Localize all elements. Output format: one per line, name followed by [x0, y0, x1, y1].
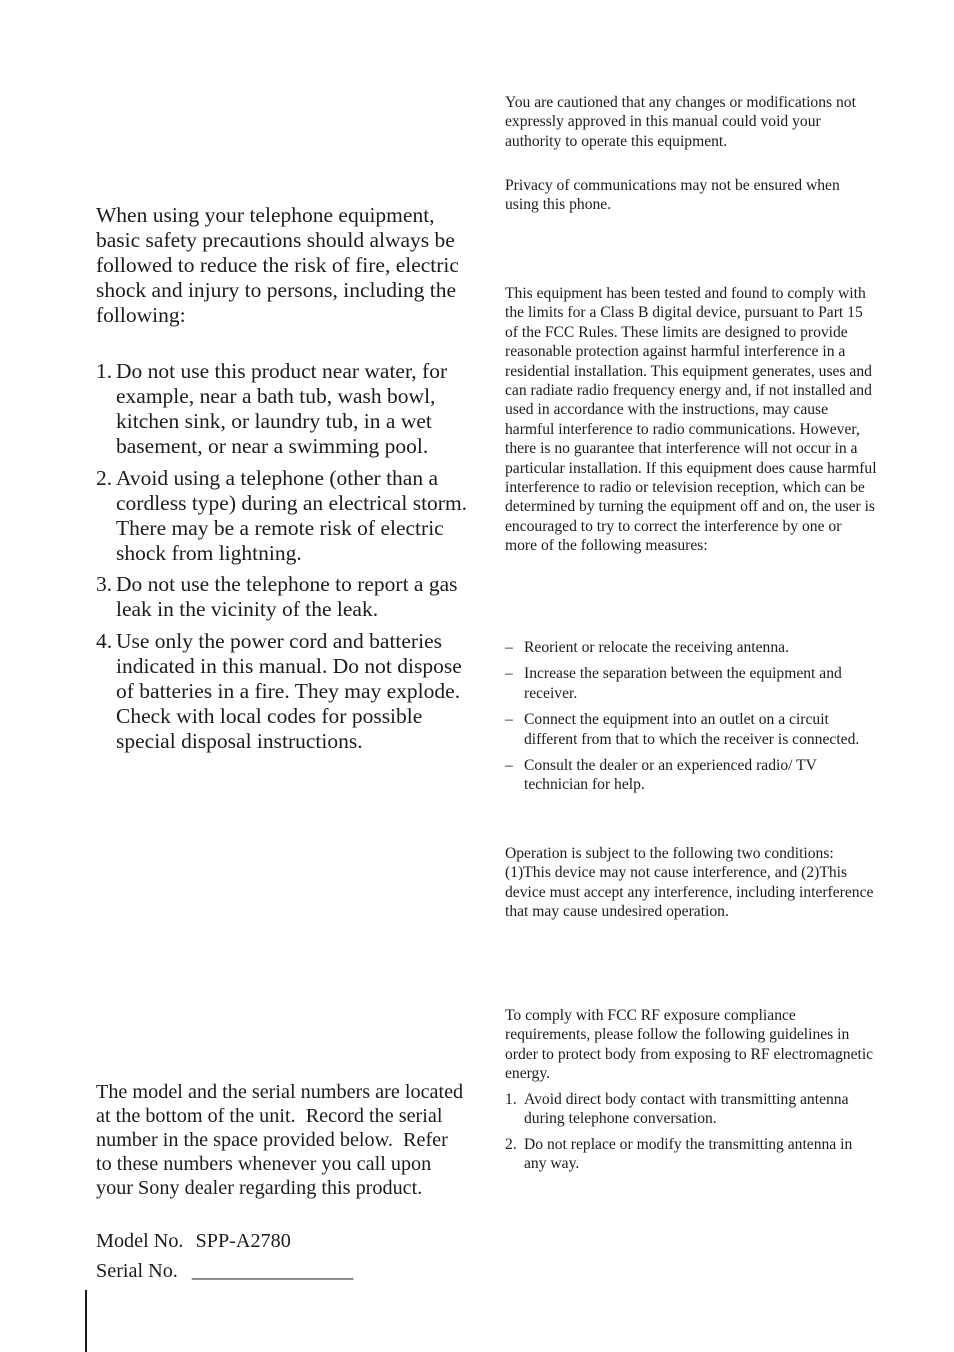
list-item: [96, 629, 468, 754]
page-margin-rule: [85, 1290, 87, 1352]
model-number-line: [96, 1229, 468, 1253]
model-number-label: Model No.: [96, 1230, 184, 1252]
list-item-number: 3.: [96, 572, 113, 596]
list-item-text: Avoid direct body contact with transmitting antenna during telephone conversation.: [524, 1091, 849, 1128]
list-item-text: Reorient or relocate the receiving antenna.: [524, 639, 789, 656]
list-item: [505, 710, 877, 749]
list-item: [96, 572, 468, 622]
list-item-text: Connect the equipment into an outlet on a circuit different from that to which the receiver is connected.: [524, 711, 860, 748]
operation-conditions-paragraph: Operation is subject to the following two conditions: (1)This device may not cause interference, and (2)This device must accept any interference, including interference that may cause undesired operation.: [505, 845, 874, 921]
list-item-number: 2.: [96, 465, 113, 490]
list-item-text: Do not replace or modify the transmitting antenna in any way.: [524, 1135, 853, 1173]
safety-intro-paragraph: When using your telephone equipment, basic safety precautions should always be followed to reduce the risk of fire, electric shock and injury to persons, including the following:: [96, 203, 459, 327]
list-item-text: Increase the separation between the equipment and receiver.: [524, 665, 842, 702]
serial-number-blank: ________________: [191, 1260, 354, 1282]
list-item-text: Avoid using a telephone (other than a cordless type) during an electrical storm. There may be a remote risk of electric shock from lightning.: [116, 465, 478, 565]
serial-number-line: [96, 1259, 468, 1283]
serial-number-paragraph: The model and the serial numbers are located at the bottom of the unit. Record the serial number in the space provided below. Refer to these numbers whenever you call upon your Sony dealer regarding this product.: [96, 1081, 469, 1200]
list-item-number: 1.: [505, 1091, 517, 1108]
dash-bullet: –: [505, 639, 513, 656]
list-item-number: 1.: [96, 359, 113, 383]
list-item-number: 4.: [96, 628, 113, 653]
dash-bullet: –: [505, 757, 513, 775]
dash-bullet: –: [505, 711, 513, 729]
list-item-number: 2.: [505, 1135, 517, 1153]
serial-number-label: Serial No.: [96, 1260, 178, 1282]
list-item: [96, 465, 478, 566]
list-item-text: Do not use the telephone to report a gas leak in the vicinity of the leak.: [116, 572, 463, 621]
rf-guidelines-list: [505, 1090, 877, 1180]
list-item: [505, 756, 877, 795]
list-item: [505, 638, 877, 657]
fcc-compliance-paragraph: This equipment has been tested and found to comply with the limits for a Class B digital device, pursuant to Part 15 of the FCC Rules. These limits are designed to provide reasonable protection against harmful interference in a residential installation. This equipment generates, uses and can radiate radio frequency energy and, if not installed and used in accordance with the instructions, may cause harmful interference to radio communications. However, there is no guarantee that interference will not occur in a particular installation. If this equipment does cause harmful interference to radio or television reception, which can be determined by turning the equipment off and on, the user is encouraged to try to correct the interference by one or more of the following measures:: [505, 285, 877, 555]
list-item-text: Consult the dealer or an experienced radio/ TV technician for help.: [524, 757, 817, 794]
list-item-text: Use only the power cord and batteries indicated in this manual. Do not dispose of batteries in a fire. They may explode. Check with local codes for possible special disposal instructions.: [116, 628, 468, 753]
interference-measures-list: [505, 638, 877, 802]
list-item-text: Do not use this product near water, for example, near a bath tub, wash bowl, kitchen sink, or laundry tub, in a wet basement, or near a swimming pool.: [116, 359, 453, 458]
list-item: [505, 664, 877, 703]
dash-bullet: –: [505, 665, 513, 683]
rf-exposure-paragraph: To comply with FCC RF exposure compliance requirements, please follow the following guidelines in order to protect body from exposing to RF electromagnetic energy.: [505, 1007, 874, 1083]
list-item: [505, 1090, 877, 1129]
list-item: [505, 1135, 877, 1174]
caution-paragraph: You are cautioned that any changes or modifications not expressly approved in this manual could void your authority to operate this equipment.: [505, 94, 856, 150]
safety-precautions-list: [96, 359, 478, 760]
list-item: [96, 359, 468, 459]
privacy-paragraph: Privacy of communications may not be ensured when using this phone.: [505, 177, 840, 214]
model-number-value: SPP-A2780: [195, 1230, 291, 1252]
